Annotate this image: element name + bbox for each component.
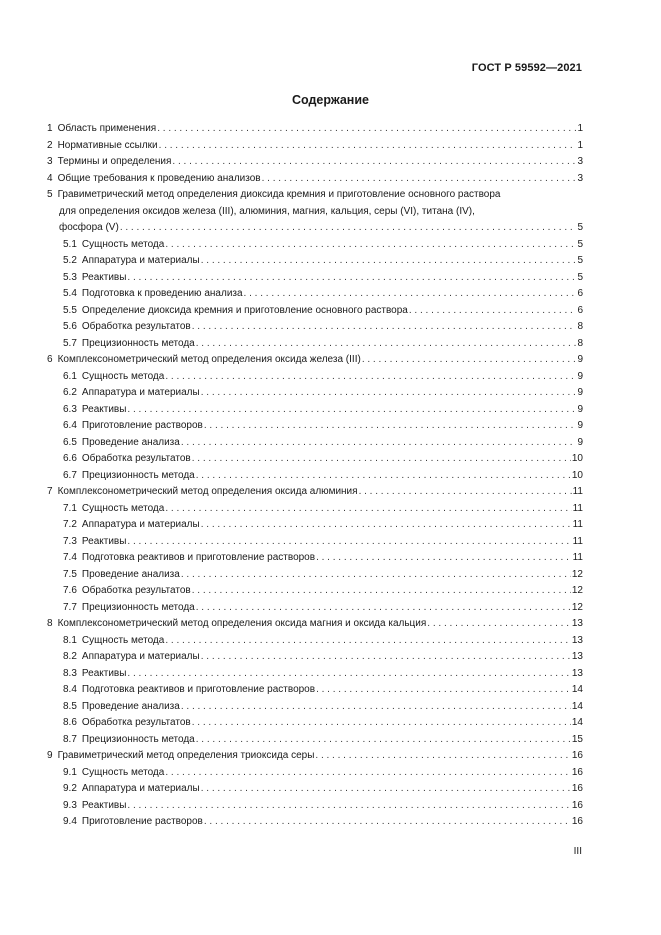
toc-entry-label: Термины и определения (57, 156, 172, 167)
leader-dots (172, 154, 576, 171)
toc-page-number: 6 (577, 304, 583, 316)
toc-page-number: 11 (572, 519, 583, 530)
toc-subentry[interactable] (47, 319, 583, 336)
toc-entry-label: Подготовка к проведению анализа (81, 288, 243, 299)
toc-entry-label: Проведение анализа (81, 436, 180, 448)
toc-page-number: 13 (571, 651, 583, 662)
toc-subentry[interactable] (47, 567, 583, 584)
toc-subentry[interactable] (47, 682, 583, 699)
toc-entry-label: Гравиметрический метод определения диоксида кремния и приготовление основного раствора (57, 189, 501, 200)
toc-entry-label: Обработка результатов (81, 717, 191, 728)
leader-dots (127, 666, 570, 683)
toc-entry-label: Проведение анализа (81, 700, 180, 712)
toc-subentry[interactable] (47, 550, 583, 567)
leader-dots (165, 369, 576, 386)
toc-subentry[interactable] (47, 336, 583, 353)
toc-subentry[interactable] (47, 517, 583, 534)
toc-entry-number: 6.3 (63, 403, 77, 415)
toc-page-number: 5 (577, 271, 583, 283)
leader-dots (157, 121, 576, 138)
leader-dots (204, 418, 577, 435)
toc-page-number: 6 (577, 288, 583, 299)
toc-entry-label: Сущность метода (81, 766, 165, 778)
toc-page-number: 10 (571, 469, 583, 481)
toc-subentry[interactable] (47, 468, 583, 485)
toc-entry-number: 7.7 (63, 601, 77, 613)
toc-subentry[interactable] (47, 798, 583, 815)
toc-entry-number: 8.3 (63, 667, 77, 679)
toc-page-number: 13 (571, 634, 583, 646)
leader-dots (159, 138, 577, 155)
leader-dots (362, 352, 577, 369)
toc-entry-label: Область применения (57, 123, 157, 134)
toc-entry-label: Проведение анализа (81, 568, 180, 580)
toc-entry-label: Реактивы (81, 667, 127, 679)
leader-dots (427, 616, 571, 633)
toc-entry-label: Общие требования к проведению анализов (57, 172, 261, 184)
toc-entry-number: 8.4 (63, 684, 77, 695)
leader-dots (196, 600, 571, 617)
toc-entry-label: Сущность метода (81, 370, 165, 382)
leader-dots (127, 798, 570, 815)
toc-page-number: 12 (571, 568, 583, 580)
toc-subentry[interactable] (47, 666, 583, 683)
toc-entry-label: Сущность метода (81, 634, 165, 646)
toc-entry-label: Приготовление растворов (81, 420, 203, 431)
leader-dots (244, 286, 577, 303)
toc-page-number: 16 (571, 799, 583, 811)
toc-entry-label: Реактивы (81, 403, 127, 415)
toc-entry-number: 7.2 (63, 519, 77, 530)
toc-entry-label: Комплексонометрический метод определения оксида железа (III) (57, 354, 361, 365)
toc-entry-number: 6.7 (63, 469, 77, 481)
toc-subentry[interactable] (47, 369, 583, 386)
toc-entry-number: 5.7 (63, 337, 77, 349)
toc-entry-label: Приготовление растворов (81, 816, 203, 827)
toc-entry-label: Обработка результатов (81, 585, 191, 596)
leader-dots (201, 649, 571, 666)
toc-entry-number: 6 (47, 354, 53, 365)
toc-entry-label: Аппаратура и материалы (81, 651, 200, 662)
toc-subentry[interactable] (47, 732, 583, 749)
leader-dots (127, 402, 576, 419)
leader-dots (165, 633, 571, 650)
toc-page-number: 14 (571, 717, 583, 728)
toc-entry-number: 2 (47, 139, 53, 151)
leader-dots (315, 748, 570, 765)
toc-page-number: 11 (572, 486, 583, 497)
toc-entry-label: Подготовка реактивов и приготовление растворов (81, 684, 316, 695)
toc-subentry[interactable] (47, 303, 583, 320)
toc-entry-number: 1 (47, 123, 53, 134)
toc-page-number: 15 (571, 733, 583, 745)
toc-page-number: 13 (571, 667, 583, 679)
leader-dots (196, 732, 571, 749)
toc-entry-number: 9.3 (63, 799, 77, 811)
toc-page-number: 11 (572, 502, 583, 514)
toc-page-number: 3 (577, 156, 583, 167)
toc-entry-label: Реактивы (81, 535, 127, 547)
toc-page-number: 12 (571, 601, 583, 613)
toc-entry-label: Аппаратура и материалы (81, 519, 200, 530)
leader-dots (359, 484, 572, 501)
toc-entry-number: 8.7 (63, 733, 77, 745)
toc-entry-number: 5.1 (63, 238, 77, 250)
toc-page-number: 11 (572, 535, 583, 547)
toc-entry-label: Сущность метода (81, 502, 165, 514)
toc-entry[interactable] (47, 138, 583, 155)
toc-entry[interactable] (47, 352, 583, 369)
toc-entry-number: 7.4 (63, 552, 77, 563)
toc-page-number: 1 (577, 123, 583, 134)
toc-page-number: 9 (577, 387, 583, 398)
toc-entry[interactable] (47, 748, 583, 765)
document-id-header: ГОСТ Р 59592—2021 (471, 62, 582, 74)
toc-entry-label: Обработка результатов (81, 321, 191, 332)
toc-subentry[interactable] (47, 237, 583, 254)
leader-dots (192, 451, 571, 468)
leader-dots (201, 385, 577, 402)
toc-page-number: 1 (577, 139, 583, 151)
toc-entry-number: 9.4 (63, 816, 77, 827)
leader-dots (181, 699, 571, 716)
toc-page-number: 3 (577, 172, 583, 184)
toc-entry-number: 6.2 (63, 387, 77, 398)
toc-subentry[interactable] (47, 649, 583, 666)
leader-dots (120, 220, 577, 237)
toc-entry-label: Реактивы (81, 799, 127, 811)
leader-dots (181, 435, 577, 452)
toc-entry-number: 8.6 (63, 717, 77, 728)
toc-subentry[interactable] (47, 699, 583, 716)
toc-page-number: 5 (577, 222, 583, 233)
leader-dots (201, 253, 577, 270)
toc-entry-number: 6.4 (63, 420, 77, 431)
toc-page-number: 16 (571, 766, 583, 778)
toc-subentry[interactable] (47, 435, 583, 452)
toc-page-number: 13 (571, 618, 583, 629)
toc-entry-number: 5.4 (63, 288, 77, 299)
leader-dots (316, 550, 572, 567)
toc-entry-label: Нормативные ссылки (57, 139, 158, 151)
toc-subentry[interactable] (47, 633, 583, 650)
toc-page-number: 5 (577, 238, 583, 250)
toc-entry-number: 7.3 (63, 535, 77, 547)
toc-subentry[interactable] (47, 583, 583, 600)
leader-dots (165, 237, 576, 254)
leader-dots (262, 171, 577, 188)
toc-entry-label-continued: фосфора (V) (59, 222, 119, 233)
toc-page-number: 9 (577, 403, 583, 415)
table-of-contents (47, 121, 583, 831)
toc-subentry[interactable] (47, 781, 583, 798)
toc-subentry[interactable] (47, 451, 583, 468)
toc-entry-number: 5.6 (63, 321, 77, 332)
toc-subentry[interactable] (47, 418, 583, 435)
toc-entry-number: 5.3 (63, 271, 77, 283)
toc-entry[interactable] (47, 121, 583, 138)
toc-page-number: 14 (571, 700, 583, 712)
toc-page-number: 16 (571, 750, 583, 761)
toc-entry-label: Сущность метода (81, 238, 165, 250)
toc-entry-label: Комплексонометрический метод определения оксида алюминия (57, 486, 358, 497)
toc-subentry[interactable] (47, 402, 583, 419)
toc-entry-number: 8 (47, 618, 53, 629)
toc-entry-label: Комплексонометрический метод определения оксида магния и оксида кальция (57, 618, 427, 629)
leader-dots (196, 468, 571, 485)
leader-dots (201, 517, 572, 534)
toc-entry-number: 3 (47, 156, 53, 167)
leader-dots (127, 270, 576, 287)
toc-entry-label-continued: для определения оксидов железа (III), алюминия, магния, кальция, серы (VI), титана (IV), (59, 205, 475, 217)
leader-dots (165, 501, 571, 518)
toc-entry-number: 5.2 (63, 255, 77, 266)
leader-dots (409, 303, 577, 320)
page-title: Содержание (291, 93, 369, 107)
toc-subentry[interactable] (47, 385, 583, 402)
toc-entry[interactable] (47, 171, 583, 188)
toc-entry-last-line[interactable] (47, 220, 583, 237)
toc-entry-label: Аппаратура и материалы (81, 783, 200, 794)
toc-page-number: 9 (577, 420, 583, 431)
toc-subentry[interactable] (47, 814, 583, 831)
toc-entry-number: 5 (47, 189, 53, 200)
leader-dots (201, 781, 571, 798)
toc-entry-number: 9.2 (63, 783, 77, 794)
toc-page-number: 5 (577, 255, 583, 266)
toc-subentry[interactable] (47, 286, 583, 303)
toc-page-number: 8 (577, 337, 583, 349)
toc-page-number: 16 (571, 783, 583, 794)
page-number-footer: III (573, 846, 582, 857)
toc-subentry[interactable] (47, 270, 583, 287)
toc-page-number: 14 (571, 684, 583, 695)
leader-dots (181, 567, 571, 584)
toc-page-number: 10 (571, 453, 583, 464)
toc-entry-label: Прецизионность метода (81, 733, 195, 745)
toc-page-number: 8 (577, 321, 583, 332)
toc-entry-label: Прецизионность метода (81, 469, 195, 481)
toc-entry-number: 5.5 (63, 304, 77, 316)
toc-entry-label: Аппаратура и материалы (81, 255, 200, 266)
toc-entry-number: 7.5 (63, 568, 77, 580)
leader-dots (127, 534, 571, 551)
toc-entry-number: 8.5 (63, 700, 77, 712)
toc-subentry[interactable] (47, 765, 583, 782)
leader-dots (204, 814, 571, 831)
toc-page-number: 11 (572, 552, 583, 563)
toc-subentry[interactable] (47, 501, 583, 518)
toc-entry-number: 6.5 (63, 436, 77, 448)
toc-entry-number: 6.1 (63, 370, 77, 382)
leader-dots (192, 319, 577, 336)
toc-entry-label: Обработка результатов (81, 453, 191, 464)
toc-entry[interactable] (47, 616, 583, 633)
toc-subentry[interactable] (47, 534, 583, 551)
toc-entry-number: 7 (47, 486, 53, 497)
toc-entry-number: 7.1 (63, 502, 77, 514)
toc-entry-number: 9 (47, 750, 53, 761)
toc-page-number: 9 (577, 436, 583, 448)
toc-entry-number: 4 (47, 172, 53, 184)
toc-entry-number: 6.6 (63, 453, 77, 464)
toc-entry-label: Реактивы (81, 271, 127, 283)
toc-subentry[interactable] (47, 715, 583, 732)
toc-entry-label: Гравиметрический метод определения триоксида серы (57, 750, 315, 761)
toc-entry-label: Аппаратура и материалы (81, 387, 200, 398)
toc-entry-label: Прецизионность метода (81, 601, 195, 613)
leader-dots (192, 715, 571, 732)
toc-entry-number: 7.6 (63, 585, 77, 596)
toc-entry[interactable] (47, 484, 583, 501)
toc-entry[interactable] (47, 187, 583, 204)
toc-entry-label: Подготовка реактивов и приготовление растворов (81, 552, 316, 563)
toc-entry-label: Определение диоксида кремния и приготовление основного раствора (81, 304, 408, 316)
toc-entry-number: 8.2 (63, 651, 77, 662)
leader-dots (165, 765, 571, 782)
toc-entry[interactable] (47, 154, 583, 171)
toc-page-number: 9 (577, 354, 583, 365)
leader-dots (316, 682, 571, 699)
toc-page-number: 12 (571, 585, 583, 596)
toc-entry-number: 8.1 (63, 634, 77, 646)
leader-dots (196, 336, 577, 353)
toc-page-number: 16 (571, 816, 583, 827)
leader-dots (192, 583, 571, 600)
toc-subentry[interactable] (47, 253, 583, 270)
toc-subentry[interactable] (47, 600, 583, 617)
toc-entry-number: 9.1 (63, 766, 77, 778)
toc-page-number: 9 (577, 370, 583, 382)
toc-entry-label: Прецизионность метода (81, 337, 195, 349)
